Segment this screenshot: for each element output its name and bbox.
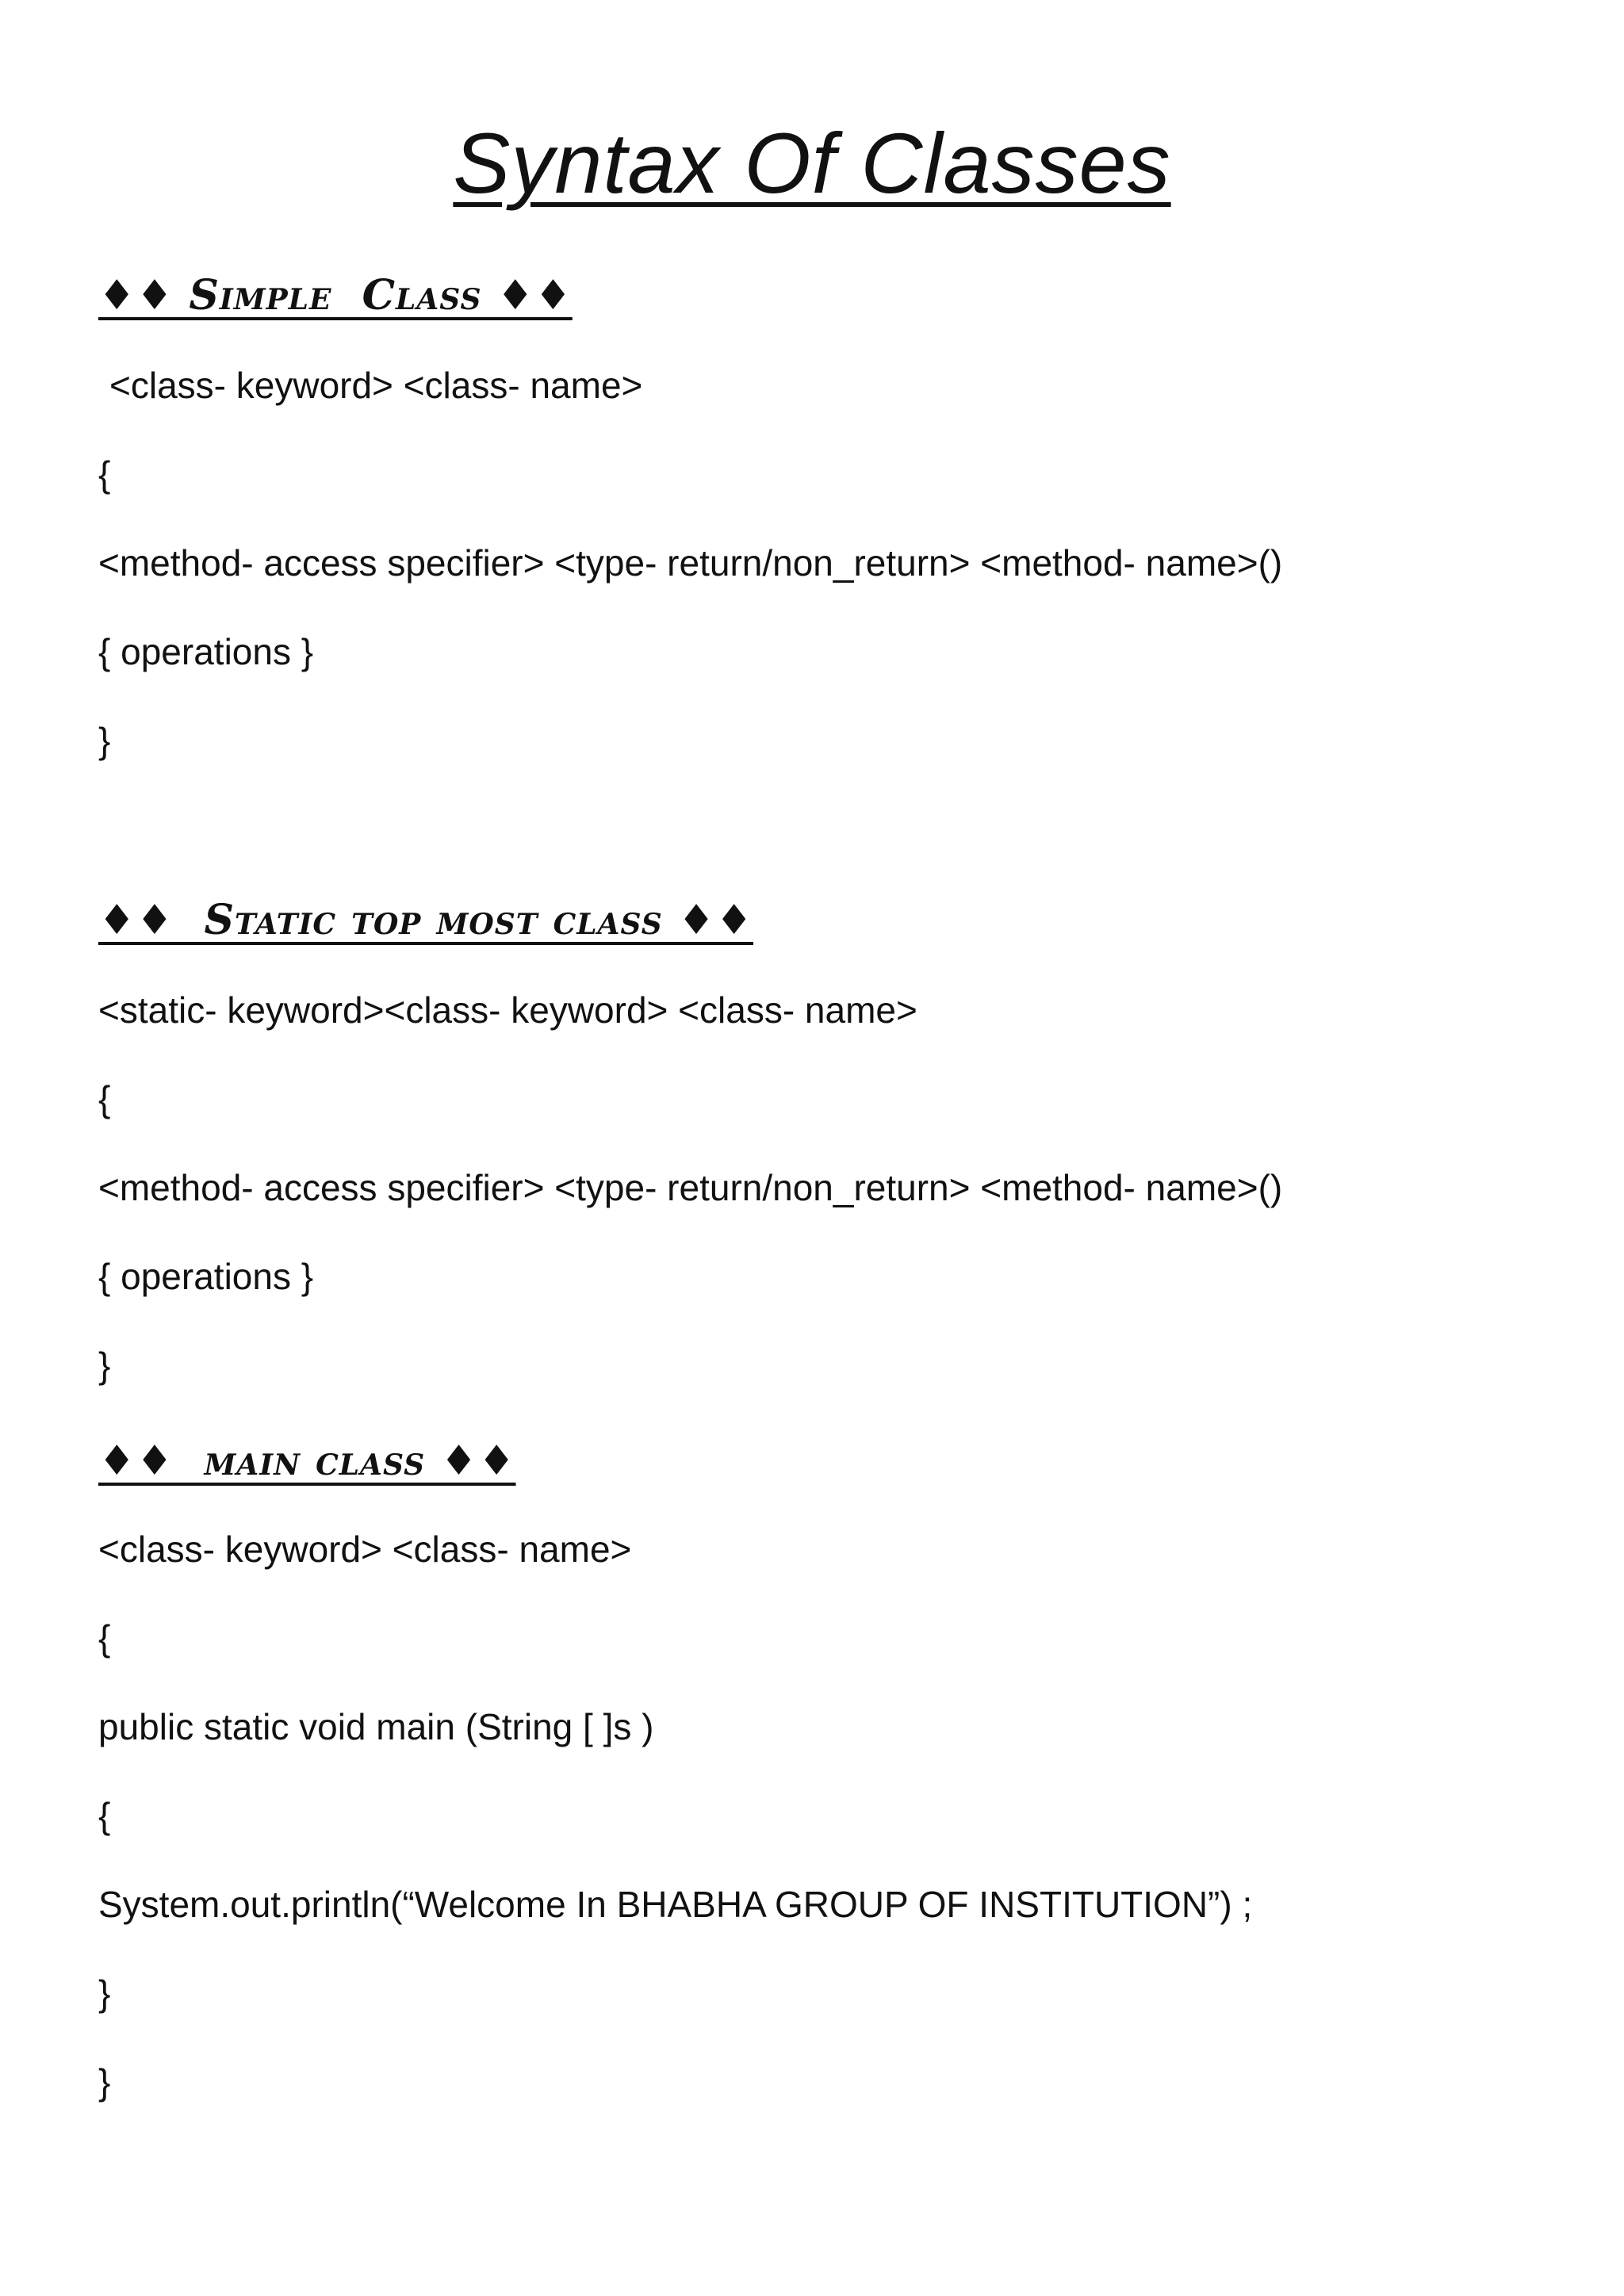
code-line: System.out.println(“Welcome In BHABHA GROUP OF INSTITUTION”) ; <box>98 1884 1253 1925</box>
code-line: } <box>98 720 111 761</box>
code-line: <static- keyword><class- keyword> <class- name> <box>98 989 917 1031</box>
section-heading-main-class: ♦♦ main class ♦♦ <box>98 1437 516 1485</box>
page-title-text: Syntax Of Classes <box>453 115 1171 211</box>
code-line: { <box>98 1078 111 1119</box>
code-line: public static void main (String [ ]s ) <box>98 1706 654 1747</box>
code-line: <method- access specifier> <type- return/non_return> <method- name>() <box>98 1167 1283 1208</box>
code-line: } <box>98 1973 111 2014</box>
section-heading-simple-class: ♦♦ Simple Class ♦♦ <box>98 271 573 320</box>
code-line: } <box>98 2061 111 2103</box>
page-title <box>0 113 1624 214</box>
code-line: } <box>98 1345 111 1386</box>
code-line: { <box>98 1795 111 1836</box>
code-line: <class- keyword> <class- name> <box>109 365 643 406</box>
code-line: { <box>98 1617 111 1659</box>
code-line: <class- keyword> <class- name> <box>98 1529 632 1570</box>
code-line: { operations } <box>98 1256 314 1297</box>
code-line: { <box>98 453 111 495</box>
section-heading-static-top-most-class: ♦♦ Static top most class ♦♦ <box>98 896 754 944</box>
code-line: <method- access specifier> <type- return/non_return> <method- name>() <box>98 542 1283 584</box>
code-line: { operations } <box>98 631 314 672</box>
